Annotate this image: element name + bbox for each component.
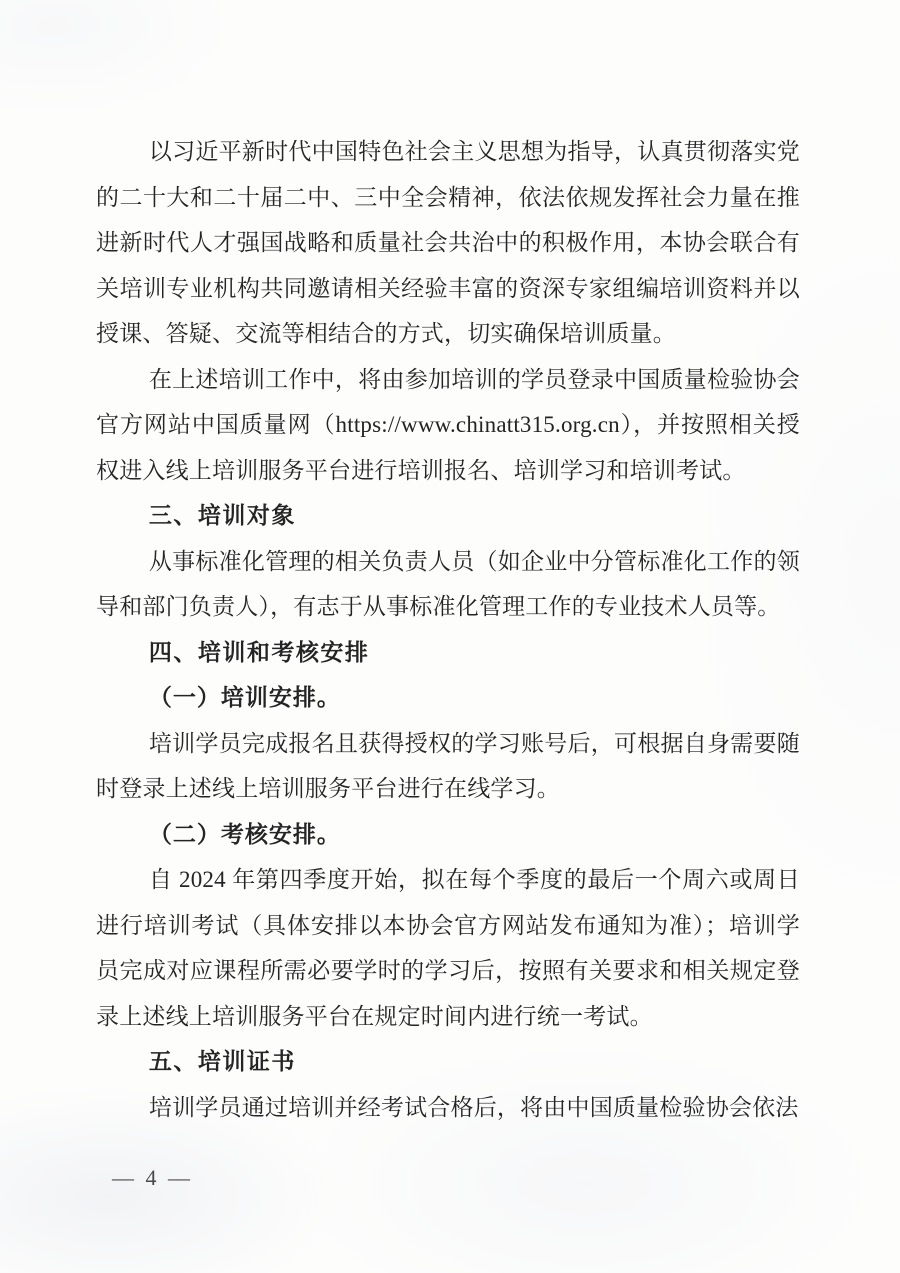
section-heading-training-certificate: 五、培训证书 (148, 1048, 296, 1074)
document-body (96, 129, 800, 1130)
page-number: — 4 — (112, 1165, 193, 1190)
paragraph-training-certificate: 培训学员通过培训并经考试合格后，将由中国质量检验协会依法 (148, 1094, 799, 1120)
section-heading-training-targets: 三、培训对象 (148, 502, 296, 528)
section-heading-training-and-assessment: 四、培训和考核安排 (148, 638, 370, 665)
paragraph-assessment-arrangement: 自 2024 年第四季度开始，拟在每个季度的最后一个周六或周日进行培训考试（具体安排以本协会官方网站发布通知为准）；培训学员完成对应课程所需必要学时的学习后，按照有关要求和相关规定登录上述线上培训服务平台在规定时间内进行统一考试。 (96, 867, 800, 1029)
paragraph-training-arrangement: 培训学员完成报名且获得授权的学习账号后，可根据自身需要随时登录上述线上培训服务平台进行在线学习。 (96, 730, 800, 801)
paragraph-guiding-ideology: 以习近平新时代中国特色社会主义思想为指导，认真贯彻落实党的二十大和二十届二中、三中全会精神，依法依规发挥社会力量在推进新时代人才强国战略和质量社会共治中的积极作用，本协会联合有关培训专业机构共同邀请相关经验丰富的资深专家组编培训资料并以授课、答疑、交流等相结合的方式，切实确保培训质量。 (96, 139, 800, 346)
paragraph-training-targets: 从事标准化管理的相关负责人员（如企业中分管标准化工作的领导和部门负责人），有志于从事标准化管理工作的专业技术人员等。 (96, 548, 800, 619)
sub-heading-assessment-arrangement: （二）考核安排。 (148, 821, 341, 847)
sub-heading-training-arrangement: （一）培训安排。 (148, 685, 341, 710)
paragraph-training-platform: 在上述培训工作中，将由参加培训的学员登录中国质量检验协会官方网站中国质量网（https://www.chinatt315.org.cn），并按照相关授权进入线上培训服务平台进行培训报名、培训学习和培训考试。 (96, 366, 800, 483)
